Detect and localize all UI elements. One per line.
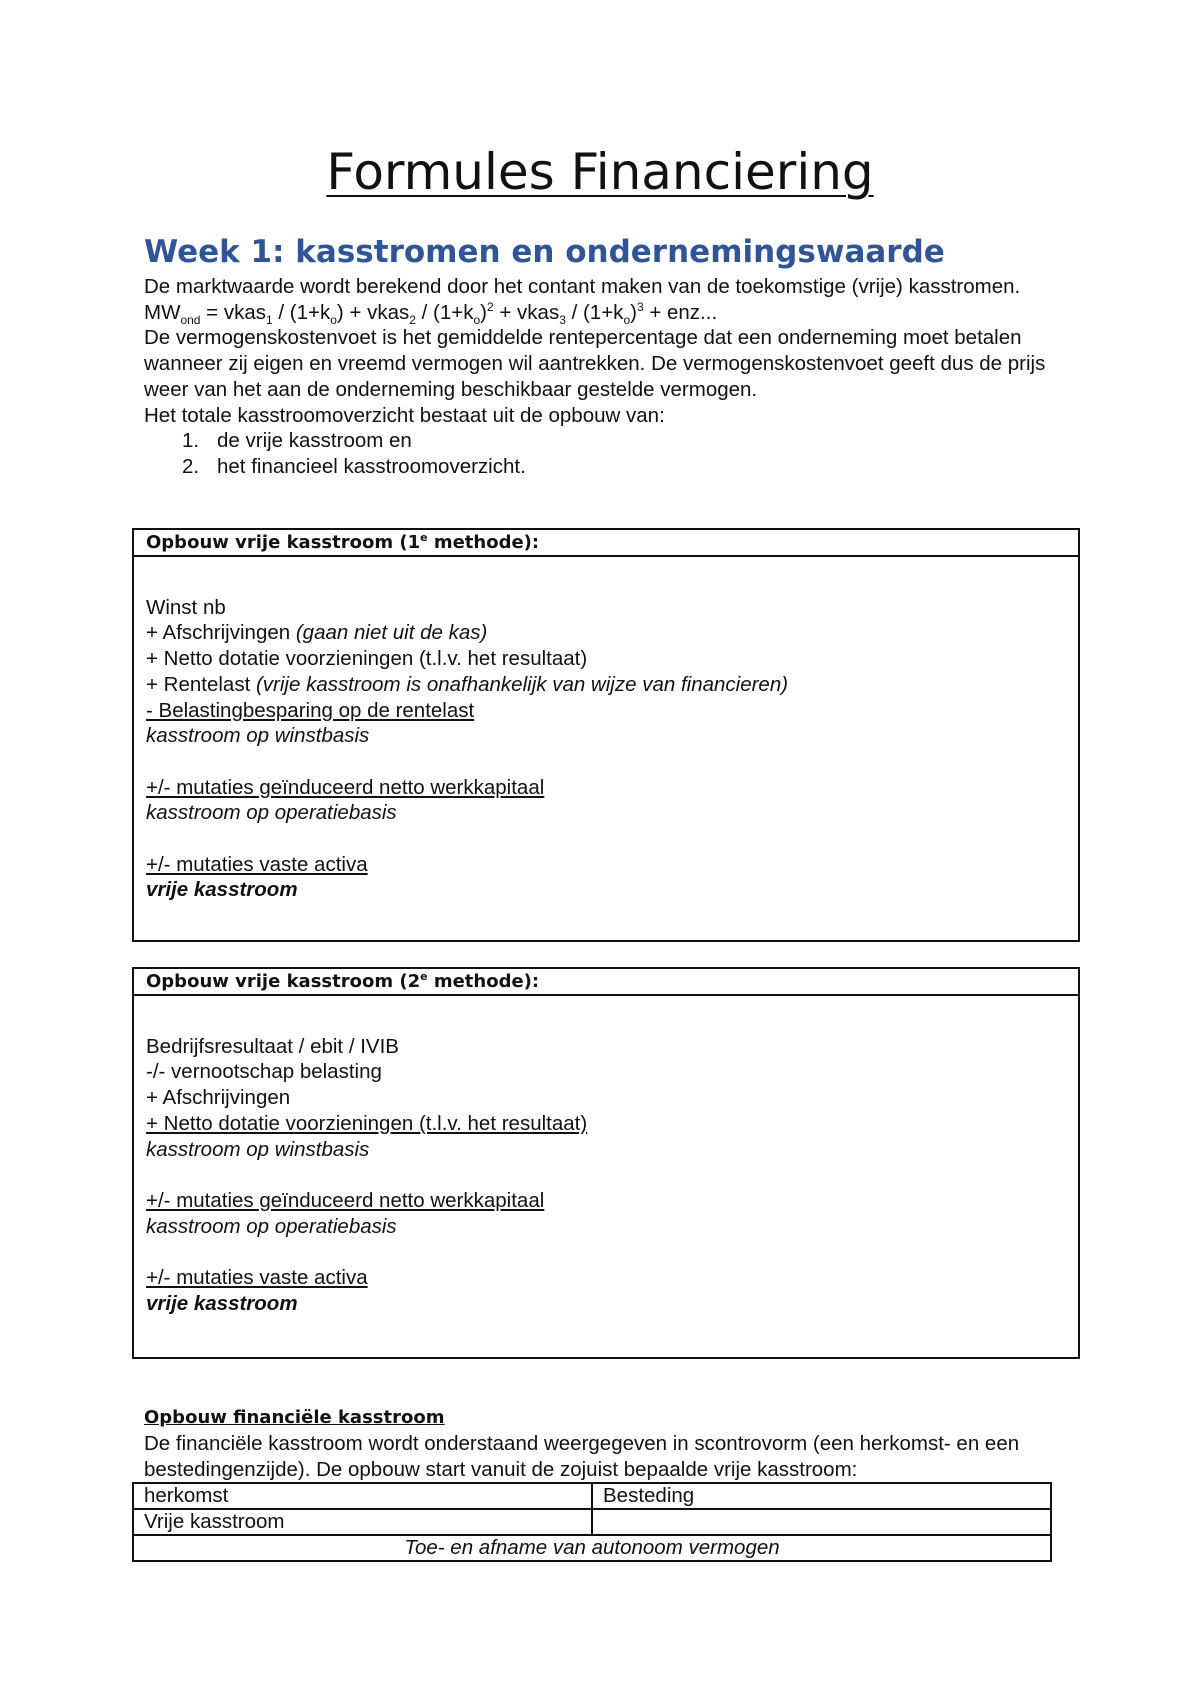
table-cell: Besteding [592, 1483, 1051, 1509]
subtotal-line: kasstroom op operatiebasis [146, 801, 397, 825]
list-item: 1. de vrije kasstroom en [182, 429, 412, 453]
box-line: +/- mutaties geïnduceerd netto werkkapitaal [146, 1188, 545, 1212]
box-line: Winst nb [146, 595, 226, 619]
intro-paragraph: De marktwaarde wordt berekend door het contant maken van de toekomstige (vrije) kasstromen. [144, 275, 1021, 298]
box-line: Bedrijfsresultaat / ebit / IVIB [146, 1034, 399, 1058]
list-item: 2. het financieel kasstroomoverzicht. [182, 454, 526, 478]
financial-cashflow-table [132, 1482, 1052, 1562]
week1-heading: Week 1: kasstromen en ondernemingswaarde [144, 234, 945, 270]
box-line: + Rentelast (vrije kasstroom is onafhankelijk van wijze van financieren) [146, 672, 789, 696]
box-line: + Afschrijvingen [146, 1086, 291, 1110]
total-line: vrije kasstroom [146, 878, 298, 902]
table-row [133, 1483, 1051, 1509]
table-row [133, 1509, 1051, 1535]
table-row [133, 1535, 1051, 1561]
table-cell [592, 1509, 1051, 1535]
box-body [134, 996, 1078, 1316]
box-line: + Netto dotatie voorzieningen (t.l.v. het resultaat) [146, 647, 588, 671]
market-value-formula: $MW_{ond}$ = vkas$_1$ / $(1+k_o)$ + vkas$_2$ / $(1+k_o)^2$ + vkas$_3$ / $(1+k_o)^3$ + enz... [144, 299, 718, 327]
total-line: vrije kasstroom [146, 1291, 298, 1315]
subtotal-line: kasstroom op winstbasis [146, 724, 370, 748]
document-title: Formules Financiering [326, 143, 874, 201]
cashflow-overview-intro: Het totale kasstroomoverzicht bestaat uit de opbouw van: [144, 403, 665, 427]
subtotal-line: kasstroom op winstbasis [146, 1137, 370, 1161]
financial-cashflow-section [144, 1405, 1064, 1482]
table-cell: Toe- en afname van autonoom vermogen [133, 1535, 1051, 1561]
financial-cashflow-text: De financiële kasstroom wordt onderstaand weergegeven in scontrovorm (een herkomst- en een bestedingenzijde). De opbouw start vanuit de zojuist bepaalde vrije kasstroom: [144, 1432, 1020, 1481]
box-header: Opbouw vrije kasstroom (1e methode): [134, 530, 1078, 557]
box-header: Opbouw vrije kasstroom (2e methode): [134, 969, 1078, 996]
table-cell: Vrije kasstroom [133, 1509, 592, 1535]
box-line: +/- mutaties vaste activa [146, 852, 368, 876]
box-line: +/- mutaties vaste activa [146, 1266, 368, 1290]
box-body [134, 557, 1078, 903]
table-cell: herkomst [133, 1483, 592, 1509]
free-cashflow-method1-box [132, 528, 1080, 942]
box-line: + Afschrijvingen (gaan niet uit de kas) [146, 621, 488, 645]
week1-body [144, 274, 1064, 480]
free-cashflow-method2-box [132, 967, 1080, 1359]
box-line: - Belastingbesparing op de rentelast [146, 698, 475, 722]
cashflow-components-list [144, 428, 1064, 479]
cost-of-capital-paragraph: De vermogenskostenvoet is het gemiddelde rentepercentage dat een onderneming moet betalen wanneer zij eigen en vreemd vermogen wil aantrekken. De vermogenskostenvoet geeft dus de prijs weer van het aan de onderneming beschikbaar gestelde vermogen. [144, 326, 1046, 401]
box-line: + Netto dotatie voorzieningen (t.l.v. het resultaat) [146, 1111, 588, 1135]
subtotal-line: kasstroom op operatiebasis [146, 1214, 397, 1238]
box-line: +/- mutaties geïnduceerd netto werkkapitaal [146, 775, 545, 799]
financial-cashflow-heading: Opbouw financiële kasstroom [144, 1407, 445, 1428]
box-line: -/- vernootschap belasting [146, 1060, 382, 1084]
